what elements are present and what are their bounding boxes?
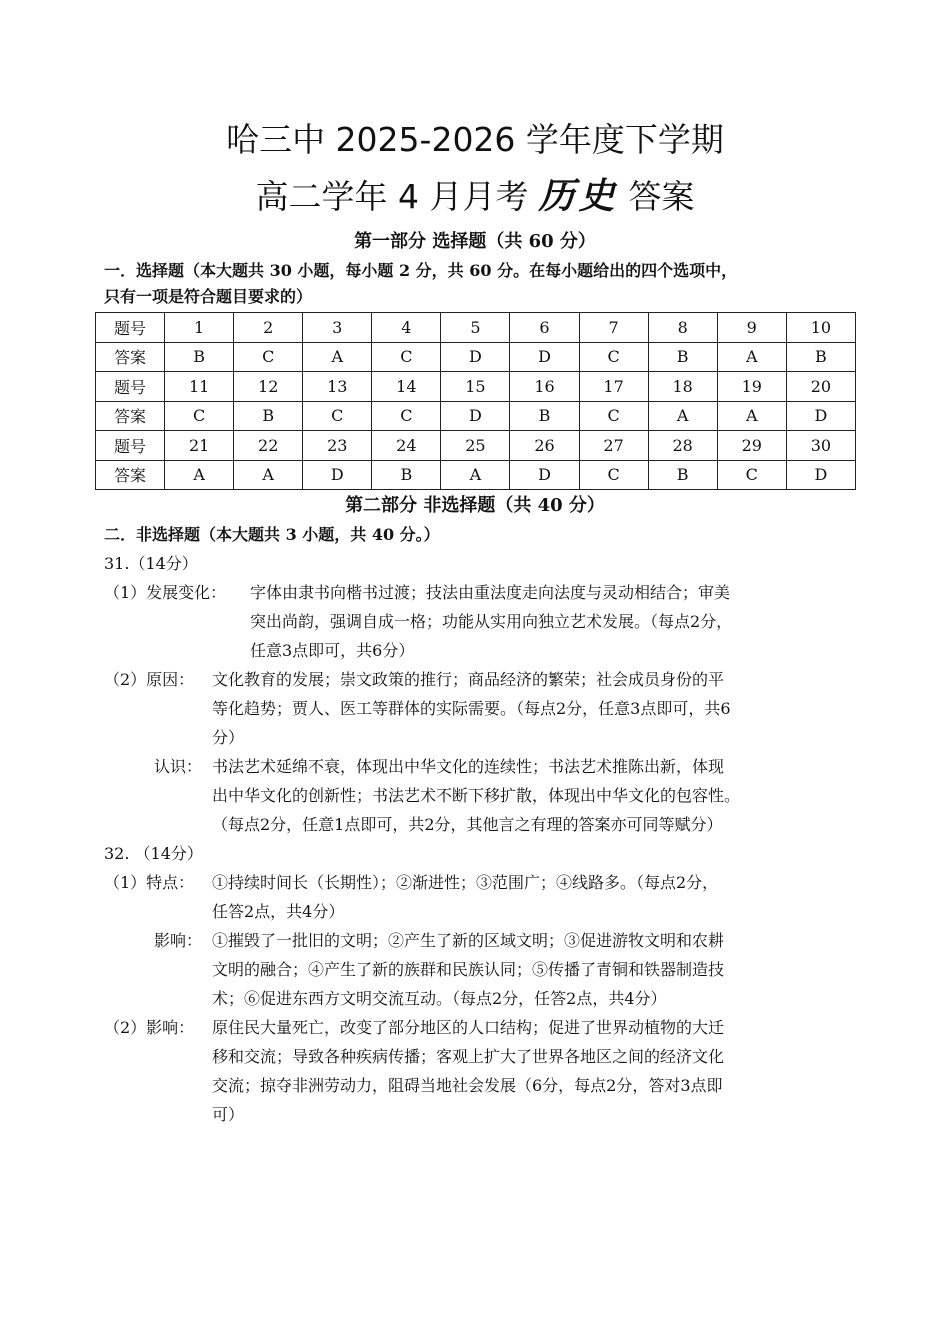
table-cell: 11 [165,372,234,402]
table-cell: 16 [510,372,579,402]
q32-part2-line: 文明的融合；④产生了新的族群和民族认同；⑤传播了青铜和铁器制造技 [212,960,725,979]
q32-part2-label: 影响： [154,931,203,950]
table-cell: 1 [165,313,234,343]
q31-part3-line: 出中华文化的创新性；书法艺术不断下移扩散，体现出中华文化的包容性。 [212,786,741,805]
table-cell: D [441,401,510,431]
section2-instructions: 二．非选择题（本大题共 3 小题，共 40 分。） [104,525,440,544]
table-cell: A [648,401,717,431]
table-cell: D [303,460,372,490]
section1-instructions-line1: 一．选择题（本大题共 30 小题，每小题 2 分，共 60 分。在每小题给出的四个选项中， [104,261,738,280]
q31-part2-line: 文化教育的发展；崇文政策的推行；商品经济的繁荣；社会成员身份的平 [212,670,725,689]
q32-part3-label: （2）影响： [104,1018,195,1037]
table-cell: 18 [648,372,717,402]
table-cell: C [234,342,303,372]
table-row [96,431,856,461]
table-row [96,372,856,402]
table-row [96,401,856,431]
table-cell: 3 [303,313,372,343]
table-cell: 5 [441,313,510,343]
table-cell: A [303,342,372,372]
table-cell: 4 [372,313,441,343]
table-cell: A [717,401,786,431]
table-row-label: 答案 [96,460,165,490]
q31-part1-line: 任意3点即可，共6分） [250,641,415,660]
q32-part1-label: （1）特点： [104,873,195,892]
table-cell: 12 [234,372,303,402]
table-cell: 28 [648,431,717,461]
q31-part1-line: 突出尚韵，强调自成一格；功能从实用向独立艺术发展。（每点2分， [250,612,733,631]
table-cell: B [234,401,303,431]
table-row-label: 答案 [96,401,165,431]
table-cell: C [165,401,234,431]
q32-part2-line: ①摧毁了一批旧的文明；②产生了新的区域文明；③促进游牧文明和农耕 [212,931,725,950]
q32-heading: 32. （14分） [104,844,203,863]
table-cell: 27 [579,431,648,461]
q32-part3-line: 移和交流；导致各种疾病传播；客观上扩大了世界各地区之间的经济文化 [212,1047,725,1066]
table-cell: 22 [234,431,303,461]
table-cell: C [579,342,648,372]
table-cell: A [717,342,786,372]
q32-part2-line: 术；⑥促进东西方文明交流互动。（每点2分，任答2点，共4分） [212,989,667,1008]
page-title-line1: 哈三中 2025-2026 学年度下学期 [226,120,724,159]
table-row-label: 答案 [96,342,165,372]
table-row [96,342,856,372]
q31-part3-label: 认识： [154,757,203,776]
table-row [96,460,856,490]
q32-part3-line: 交流；掠夺非洲劳动力，阻碍当地社会发展（6分，每点2分，答对3点即 [212,1076,723,1095]
title-prefix: 高二学年 4 月月考 [255,177,529,216]
q31-part1-label: （1）发展变化： [104,583,227,602]
table-cell: 19 [717,372,786,402]
q31-part3-line: （每点2分，任意1点即可，共2分，其他言之有理的答案亦可同等赋分） [212,815,723,834]
table-cell: 17 [579,372,648,402]
table-cell: 30 [786,431,855,461]
table-cell: 29 [717,431,786,461]
part1-heading: 第一部分 选择题（共 60 分） [354,231,596,252]
section1-instructions-line2: 只有一项是符合题目要求的） [104,287,313,306]
table-cell: D [441,342,510,372]
table-cell: 8 [648,313,717,343]
table-cell: 23 [303,431,372,461]
q32-part3-line: 可） [212,1105,245,1124]
table-cell: 6 [510,313,579,343]
table-cell: 10 [786,313,855,343]
table-cell: B [786,342,855,372]
table-cell: 13 [303,372,372,402]
table-cell: A [165,460,234,490]
page-title-line2 [0,172,950,221]
table-cell: A [234,460,303,490]
table-cell: 24 [372,431,441,461]
table-cell: 14 [372,372,441,402]
table-cell: C [372,342,441,372]
q31-part2-line: 分） [212,728,245,747]
table-cell: 21 [165,431,234,461]
table-cell: 20 [786,372,855,402]
answer-key-table [95,312,856,490]
table-cell: A [441,460,510,490]
table-cell: C [579,401,648,431]
q31-part3-line: 书法艺术延绵不衰，体现出中华文化的连续性；书法艺术推陈出新，体现 [212,757,725,776]
table-cell: C [372,401,441,431]
part2-heading: 第二部分 非选择题（共 40 分） [345,495,605,516]
table-cell: D [786,401,855,431]
table-cell: C [717,460,786,490]
table-cell: D [786,460,855,490]
title-suffix: 答案 [628,177,695,216]
q32-part1-line: ①持续时间长（长期性）；②渐进性；③范围广；④线路多。（每点2分， [212,873,719,892]
q31-part2-label: （2）原因： [104,670,195,689]
table-row-label: 题号 [96,431,165,461]
table-cell: 2 [234,313,303,343]
q32-part1-line: 任答2点，共4分） [212,902,345,921]
table-cell: B [165,342,234,372]
q32-part3-line: 原住民大量死亡，改变了部分地区的人口结构；促进了世界动植物的大迁 [212,1018,725,1037]
table-cell: D [510,342,579,372]
table-cell: B [372,460,441,490]
table-cell: 9 [717,313,786,343]
table-cell: B [648,460,717,490]
table-row-label: 题号 [96,313,165,343]
q31-heading: 31.（14分） [104,554,198,573]
table-cell: C [579,460,648,490]
table-row [96,313,856,343]
table-cell: C [303,401,372,431]
table-cell: 7 [579,313,648,343]
q31-part1-line: 字体由隶书向楷书过渡；技法由重法度走向法度与灵动相结合；审美 [250,583,731,602]
table-row-label: 题号 [96,372,165,402]
table-cell: B [648,342,717,372]
table-cell: D [510,460,579,490]
table-cell: B [510,401,579,431]
table-cell: 26 [510,431,579,461]
title-subject: 历史 [538,175,619,217]
table-cell: 25 [441,431,510,461]
table-cell: 15 [441,372,510,402]
q31-part2-line: 等化趋势；贾人、医工等群体的实际需要。（每点2分，任意3点即可，共6 [212,699,731,718]
